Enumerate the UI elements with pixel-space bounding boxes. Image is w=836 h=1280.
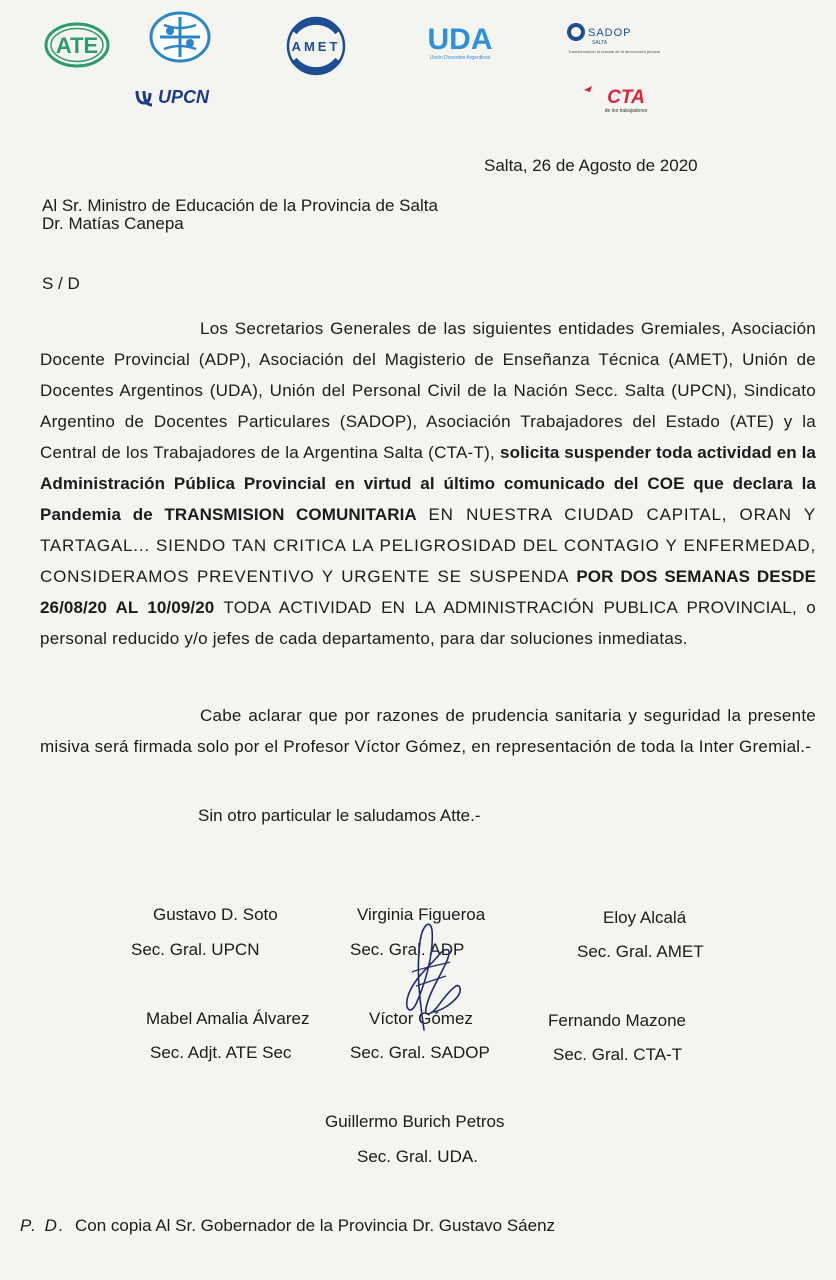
signatory-title-6: Sec. Gral. CTA-T [553,1045,683,1064]
upcn-logo [134,85,238,109]
signatory-title-5: Sec. Gral. SADOP [350,1043,490,1062]
signatory-name-4: Mabel Amalia Álvarez [146,1009,310,1028]
signatory-title-1: Sec. Gral. UPCN [131,940,260,959]
closing-line: Sin otro particular le saludamos Atte.- [198,806,481,825]
paragraph-1-intro: Los Secretarios Generales de las siguientes entidades Gremiales, Asociación Docente Provincial (ADP), Asociación del Magisterio de Enseñanza Técnica (AMET), Unión de Docentes Argentinos (UDA), Unión del Personal Civil de la Nación Secc. Salta (UPCN), Sindicato Argentino de Docentes Particulares (SADOP), Asociación Trabajadores del Estado (ATE) y la Central de los Trabajadores de la Argentina Salta (CTA-T), [40,319,816,462]
sadop-logo [556,20,668,56]
signatory-title-2: Sec. Gral. ADP [350,940,465,959]
signatory-title-7: Sec. Gral. UDA. [357,1147,478,1166]
body-paragraph-1 [40,313,816,654]
sadop-logo-subtitle: SALTA [592,40,608,46]
uda-logo [420,20,506,62]
signatory-title-4: Sec. Adjt. ATE Sec [150,1043,292,1062]
postscript-label: P. D. [20,1216,66,1235]
uda-logo-text: UDA [427,23,493,56]
signatory-name-7: Guillermo Burich Petros [325,1112,505,1131]
upcn-logo-text: UPCN [158,87,210,107]
signatory-name-1: Gustavo D. Soto [153,905,278,924]
cta-logo-subtitle: de los trabajadores [604,108,648,114]
sd-line: S / D [42,274,80,293]
handwritten-signature [386,912,470,1034]
sadop-logo-text: SADOP [588,27,632,39]
paragraph-1-dates: POR DOS SEMANAS DESDE 26/08/20 AL 10/09/20 [40,567,817,617]
amet-logo [278,16,354,76]
signatory-name-5: Víctor Gómez [369,1009,473,1028]
letter-date: Salta, 26 de Agosto de 2020 [484,156,698,175]
cta-logo-text: CTA [607,87,645,108]
addressee-line-2: Dr. Matías Canepa [42,214,184,233]
addressee-line-1: Al Sr. Ministro de Educación de la Provincia de Salta [42,196,438,215]
uda-logo-subtitle: Unión Docentes Argentinos [429,55,491,61]
postscript-text: Con copia Al Sr. Gobernador de la Provincia Dr. Gustavo Sáenz [75,1216,556,1235]
paragraph-1-request: solicita suspender toda actividad en la Administración Pública Provincial en virtud al último comunicado del COE que declara la Pandemia de TRANSMISION COMUNITARIA [40,443,816,524]
paragraph-1-tail: TODA ACTIVIDAD EN LA ADMINISTRACIÓN PUBLICA PROVINCIAL, o personal reducido y/o jefes de cada departamento, para dar soluciones inmediatas. [40,598,816,648]
signatory-name-3: Eloy Alcalá [603,908,687,927]
signatory-name-6: Fernando Mazone [548,1011,686,1030]
cta-logo [580,84,670,116]
body-paragraph-2: Cabe aclarar que por razones de prudencia sanitaria y seguridad la presente misiva será firmada solo por el Profesor Víctor Gómez, en representación de toda la Inter Gremial.- [40,706,816,756]
signatory-name-2: Virginia Figueroa [357,905,486,924]
ate-logo-text: ATE [55,33,99,58]
ate-logo [44,22,110,68]
paragraph-1-caps: EN NUESTRA CIUDAD CAPITAL, ORAN Y TARTAGAL... SIENDO TAN CRITICA LA PELIGROSIDAD DEL CONTAGIO Y ENFERMEDAD, CONSIDERAMOS PREVENTIVO Y URGENTE SE SUSPENDA [40,505,817,586]
signatory-title-3: Sec. Gral. AMET [577,942,704,961]
adp-logo [148,11,212,63]
sadop-logo-tagline: Transformación al rescate de la democracia privada [568,49,660,54]
amet-logo-text: AMET [291,39,341,54]
